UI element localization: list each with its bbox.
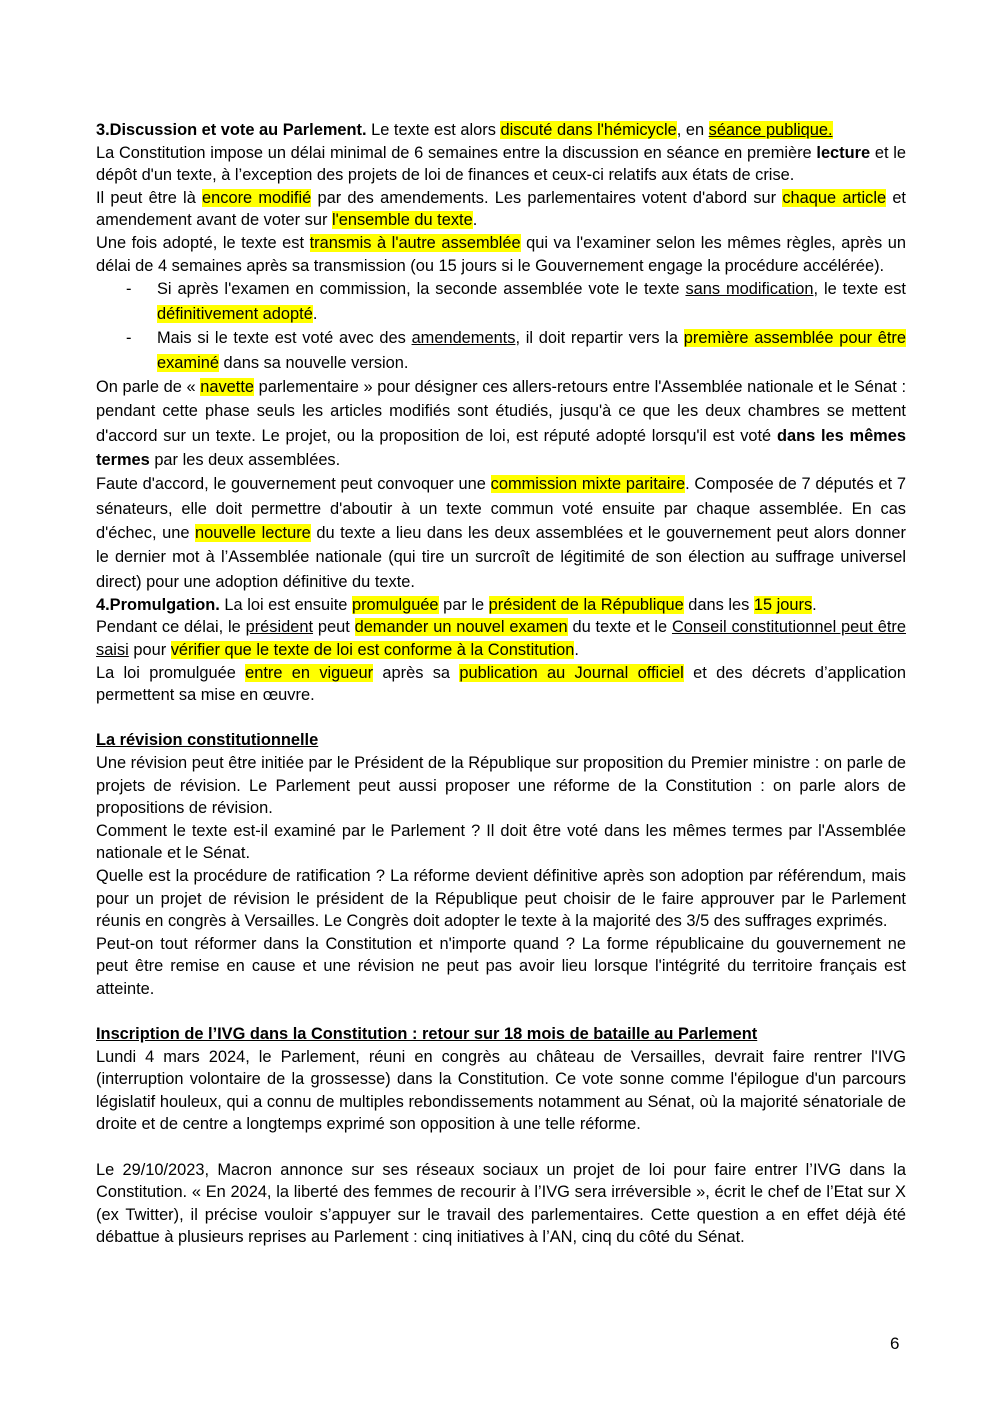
- bold-text: lecture: [816, 143, 871, 162]
- paragraph-promulgation: [96, 594, 906, 617]
- highlighted-text: promulguée: [351, 595, 439, 614]
- text-run: , il doit repartir vers la: [515, 329, 684, 348]
- underlined-text: sans modification: [685, 280, 814, 299]
- underlined-text: amendements: [411, 329, 516, 348]
- highlighted-text: l'ensemble du texte: [331, 211, 473, 230]
- text-run: par les deux assemblées.: [149, 451, 341, 470]
- text-run: Faute d'accord, le gouvernement peut convoquer une: [96, 475, 491, 494]
- highlighted-text: nouvelle lecture: [194, 523, 311, 542]
- paragraph-commission-mixte: [96, 472, 906, 593]
- text-run: .: [472, 211, 478, 230]
- underlined-text: Conseil constitutionnel peut être saisi: [96, 618, 907, 660]
- highlighted-text: discuté dans l'hémicycle: [500, 121, 677, 139]
- text-run: par le: [438, 595, 489, 614]
- bold-text: 4.Promulgation.: [96, 595, 220, 614]
- list-item-text: [157, 329, 906, 372]
- text-run: La loi est ensuite: [219, 595, 352, 614]
- paragraph-transmission: [96, 232, 906, 277]
- text-run: après sa: [373, 663, 460, 682]
- paragraph-discussion-vote: [96, 119, 906, 142]
- text-run: et amendement avant de voter sur: [96, 188, 906, 230]
- bold-text: dans les mêmes termes: [96, 426, 906, 470]
- highlighted-text: demander un nouvel examen: [354, 618, 568, 637]
- bullet-list: [96, 277, 906, 375]
- text-run: , en: [676, 121, 709, 139]
- text-run: Si après l'examen en commission, la seconde assemblée vote le texte: [157, 280, 686, 299]
- text-run: du texte et le: [567, 618, 672, 637]
- text-run: La Constitution impose un délai minimal de 6 semaines entre la discussion en séance en première: [96, 143, 817, 162]
- bullet-dash: -: [126, 329, 132, 348]
- list-item: [96, 326, 906, 375]
- highlighted-underlined-text: séance publique.: [708, 121, 833, 139]
- paragraph-amendements: [96, 187, 906, 232]
- text-run: , le texte est: [813, 280, 906, 299]
- text-run: . Composée de 7 députés et 7 sénateurs, elle doit permettre d'aboutir à un texte commun voté ensuite par chaque assemblée. En cas d'échec, une: [96, 475, 906, 542]
- paragraph-navette: [96, 375, 906, 472]
- spacer: [96, 1136, 906, 1159]
- text-run: qui va l'examiner selon les mêmes règles, après un délai de 4 semaines après sa transmission (ou 15 jours si le Gouvernement engage la procédure accélérée).: [96, 233, 906, 275]
- highlighted-text: navette: [200, 378, 254, 397]
- page-number: 6: [890, 1334, 900, 1353]
- text-run: On parle de «: [96, 378, 201, 397]
- text-run: dans les: [683, 595, 754, 614]
- highlighted-text: publication au Journal officiel: [459, 663, 684, 682]
- text-run: Il peut être là: [96, 188, 203, 207]
- text-run: pour: [128, 641, 171, 660]
- text-run: et le dépôt d'un texte, à l’exception des projets de loi de finances et ceux-ci relatifs aux états de crise.: [96, 143, 906, 185]
- list-item: [96, 277, 906, 326]
- bold-text: 3.Discussion et vote au Parlement.: [96, 121, 367, 139]
- highlighted-text: vérifier que le texte de loi est conforme à la Constitution: [170, 641, 575, 660]
- text-run: .: [812, 595, 817, 614]
- paragraph-entree-vigueur: [96, 662, 906, 707]
- highlighted-text: transmis à l'autre assemblée: [309, 233, 521, 252]
- text-run: par des amendements. Les parlementaires votent d'abord sur: [311, 188, 783, 207]
- text-run: Le texte est alors: [366, 121, 501, 139]
- highlighted-text: définitivement adopté: [157, 304, 313, 323]
- paragraph-revision-3: Quelle est la procédure de ratification ? La réforme devient définitive après son adoption par référendum, mais pour un projet de révision le président de la République peut choisir de le faire approuver par le Parlement réunis en congrès à Versailles. Le Congrès doit adopter le texte à la majorité des 3/5 des suffrages exprimés.: [96, 866, 906, 931]
- text-run: Mais si le texte est voté avec des: [157, 329, 412, 348]
- text-run: .: [574, 641, 579, 660]
- text-run: Une fois adopté, le texte est: [96, 233, 310, 252]
- paragraph-revision-4: Peut-on tout réformer dans la Constitution et n'importe quand ? La forme républicaine du gouvernement ne peut être remise en cause et une révision ne peut pas avoir lieu lorsque l'intégrité du territoire français est atteinte.: [96, 934, 906, 998]
- text-run: du texte a lieu dans les deux assemblées et le gouvernement peut alors donner le dernier mot à l’Assemblée nationale (qui tire un surcroît de légitimité de son élection au suffrage universel direct) pour une adoption définitive du texte.: [96, 523, 907, 591]
- bullet-dash: -: [126, 280, 132, 299]
- paragraph-ivg-2: Le 29/10/2023, Macron annonce sur ses réseaux sociaux un projet de loi pour faire entrer l’IVG dans la Constitution. « En 2024, la liberté des femmes de recourir à l’IVG sera irréversible », écrit le chef de l’Etat sur X (ex Twitter), il précise vouloir s’appuyer sur le travail des parlementaires. Cette question a en effet déjà été débattue à plusieurs reprises au Parlement : cinq initiatives à l’AN, cinq du côté du Sénat.: [96, 1160, 906, 1247]
- highlighted-text: entre en vigueur: [245, 663, 374, 682]
- paragraph-nouvel-examen: [96, 616, 906, 661]
- text-run: .: [312, 304, 318, 323]
- text-run: peut: [313, 618, 355, 637]
- highlighted-text: chaque article: [782, 188, 887, 207]
- page-content: [96, 119, 906, 1249]
- list-item-text: [157, 280, 906, 323]
- heading-ivg: Inscription de l’IVG dans la Constitution : retour sur 18 mois de bataille au Parlement: [96, 1025, 758, 1044]
- paragraph-revision-1: Une révision peut être initiée par le Président de la République sur proposition du Premier ministre : on parle de projets de révision. Le Parlement peut aussi proposer une réforme de la Constitution : on parle alors de propositions de révision.: [96, 753, 906, 818]
- text-run: parlementaire » pour désigner ces allers-retours entre l'Assemblée nationale et le Sénat : pendant cette phase seuls les articles modifiés sont étudiés, jusqu'à ce que les deux chambres se mettent d'accord sur un texte. Le projet, ou la proposition de loi, est réputé adopté lorsqu'il est voté: [96, 378, 906, 445]
- text-run: dans sa nouvelle version.: [218, 353, 409, 372]
- paragraph-ivg-1: Lundi 4 mars 2024, le Parlement, réuni en congrès au château de Versailles, devrait faire rentrer l'IVG (interruption volontaire de la grossesse) dans la Constitution. Ce vote sonne comme l'épilogue d'un parcours législatif houleux, qui a connu de multiples rebondissements notamment au Sénat, où la majorité sénatoriale de droite et de centre a longtemps exprimé son opposition à une telle réforme.: [96, 1047, 906, 1134]
- text-run: La loi promulguée: [96, 663, 246, 682]
- highlighted-text: encore modifié: [202, 188, 312, 207]
- heading-revision: La révision constitutionnelle: [96, 731, 319, 750]
- spacer: [96, 1001, 906, 1024]
- text-run: Pendant ce délai, le: [96, 618, 246, 637]
- highlighted-text: commission mixte paritaire: [490, 475, 686, 494]
- highlighted-text: 15 jours: [753, 595, 813, 614]
- text-run: et des décrets d’application permettent sa mise en œuvre.: [96, 663, 906, 705]
- paragraph-revision-2: Comment le texte est-il examiné par le Parlement ? Il doit être voté dans les mêmes termes par l'Assemblée nationale et le Sénat.: [96, 821, 906, 863]
- paragraph-delai-minimal: [96, 142, 906, 187]
- highlighted-text: président de la République: [488, 595, 684, 614]
- highlighted-text: première assemblée pour être examiné: [157, 329, 907, 372]
- spacer: [96, 707, 906, 730]
- underlined-text: président: [245, 618, 314, 637]
